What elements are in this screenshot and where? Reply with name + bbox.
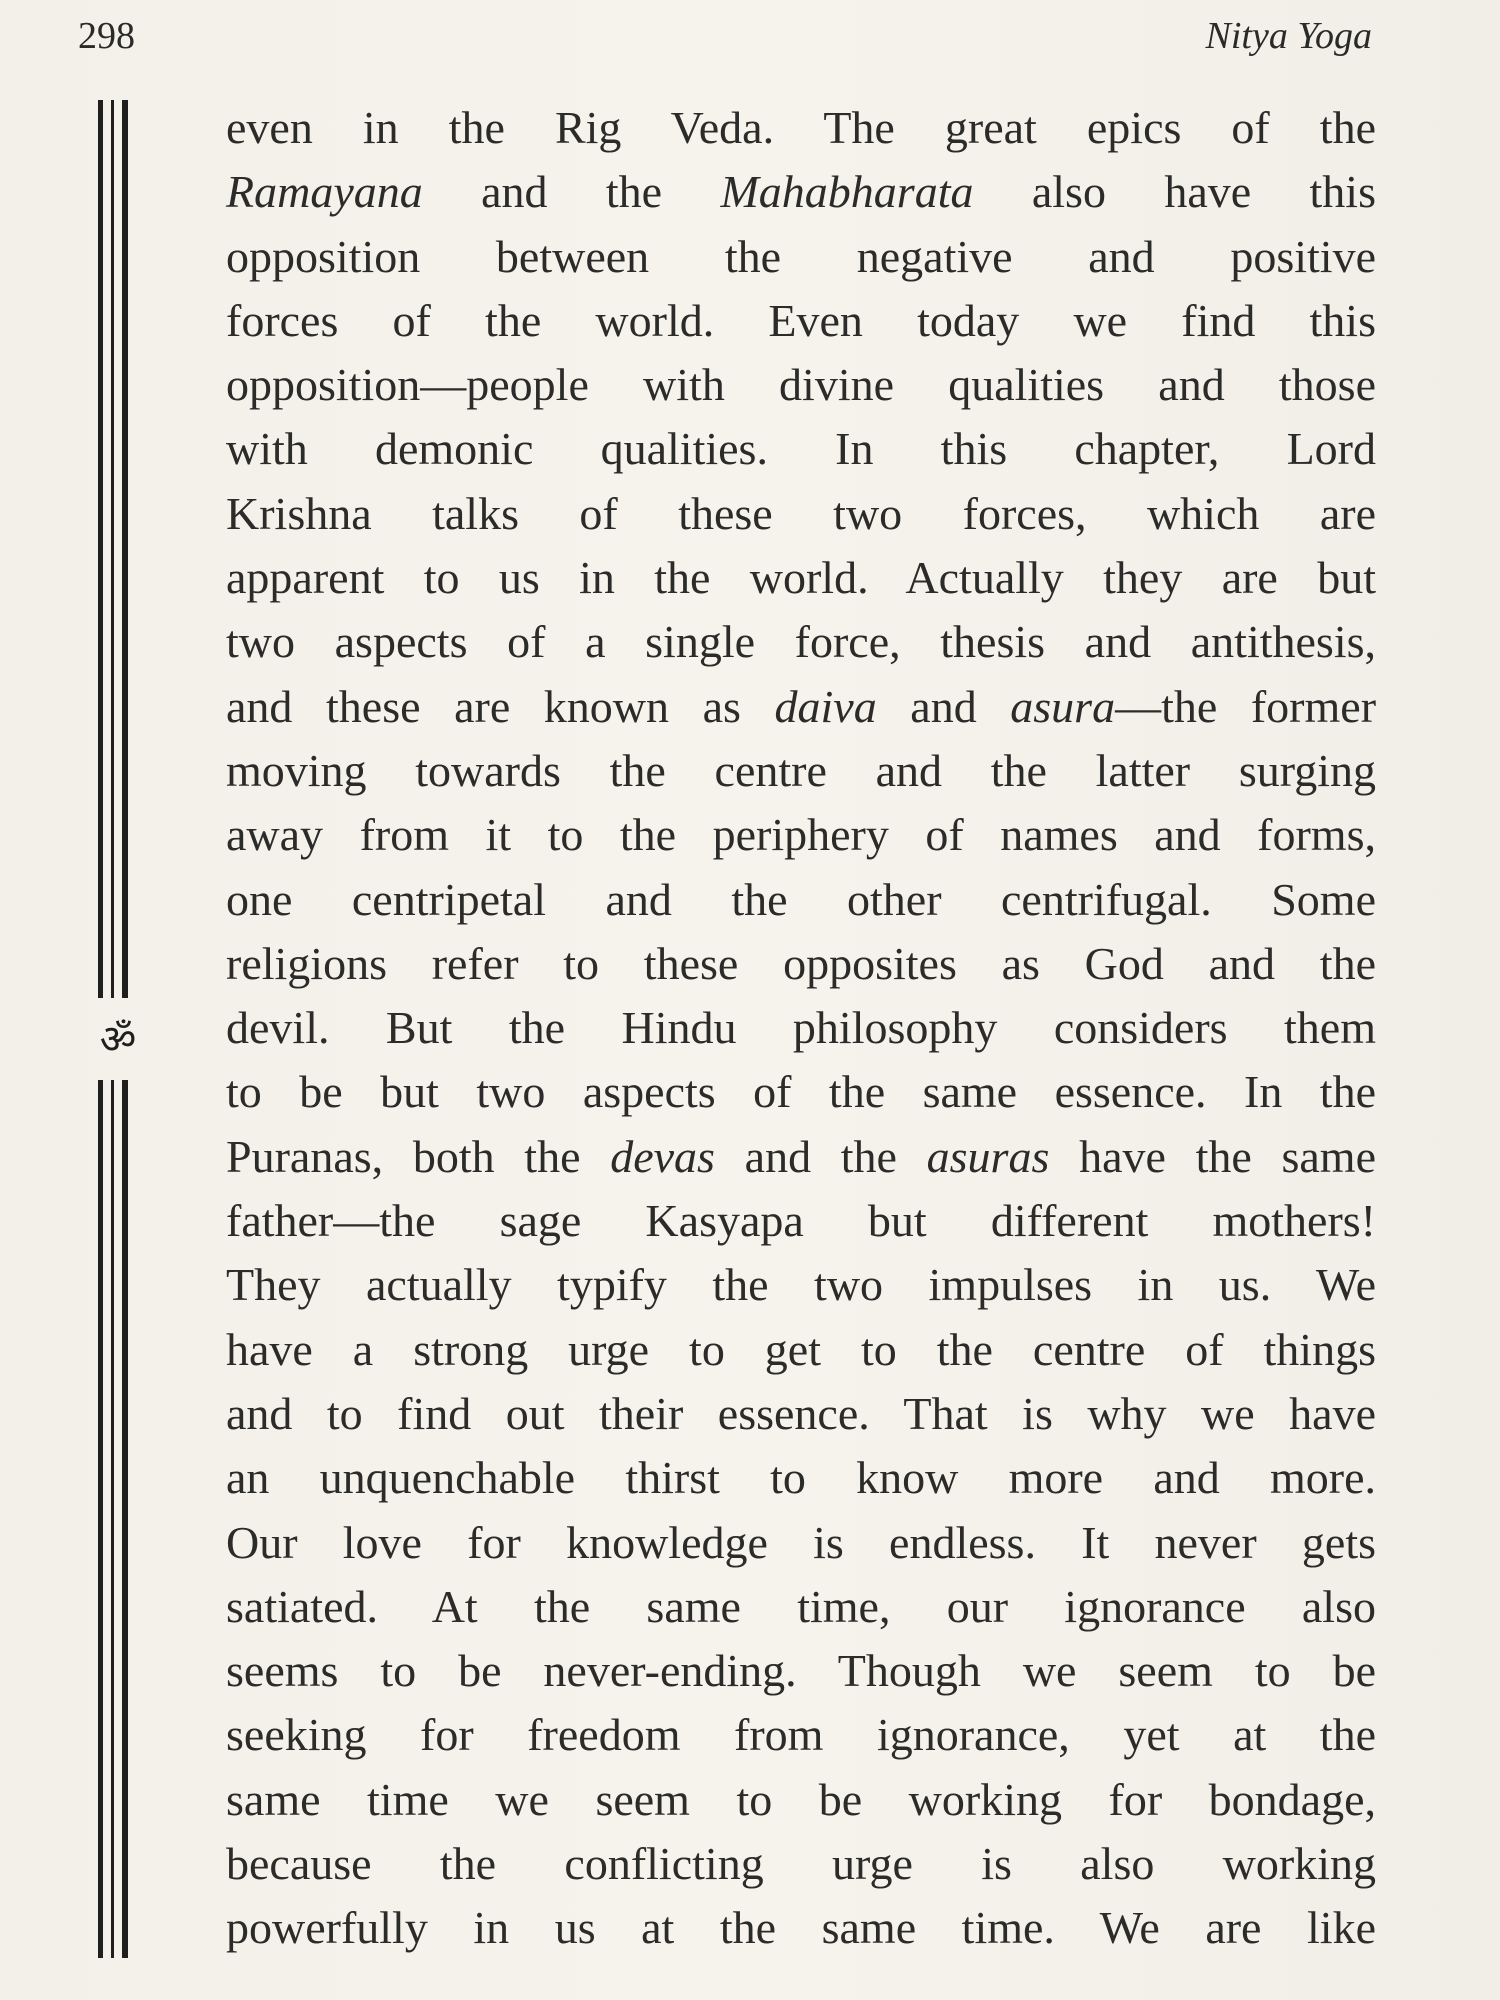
text-line: and these are known as daiva and asura—the former (226, 680, 1377, 732)
text-line: father—the sage Kasyapa but different mothers! (226, 1195, 1376, 1247)
text-line: Krishna talks of these two forces, which are (226, 487, 1376, 539)
text-line: religions refer to these opposites as God and the (226, 937, 1376, 989)
rule-line (98, 1080, 103, 1958)
page-header (0, 6, 1500, 66)
text-line: one centripetal and the other centrifugal. Some (226, 873, 1376, 925)
text-line: because the conflicting urge is also working (226, 1838, 1376, 1890)
text-line: devil. But the Hindu philosophy considers them (226, 1002, 1376, 1054)
page-number: 298 (78, 15, 135, 57)
rule-line (111, 100, 114, 998)
text-line: with demonic qualities. In this chapter, Lord (226, 423, 1376, 475)
text-line: seeking for freedom from ignorance, yet at the (226, 1709, 1376, 1761)
text-line: They actually typify the two impulses in us. We (226, 1259, 1376, 1311)
text-line: satiated. At the same time, our ignorance also (226, 1580, 1376, 1632)
running-head: Nitya Yoga (1205, 15, 1372, 57)
rule-line (122, 1080, 128, 1958)
text-line: Puranas, both the devas and the asuras have the same (226, 1130, 1376, 1182)
text-line: Our love for knowledge is endless. It never gets (226, 1516, 1376, 1568)
rule-line (111, 1080, 114, 1958)
text-line: opposition—people with divine qualities and those (226, 359, 1376, 411)
text-line: apparent to us in the world. Actually they are but (226, 552, 1376, 604)
text-line: seems to be never-ending. Though we seem to be (226, 1645, 1376, 1697)
margin-rule-top (98, 100, 136, 998)
rule-line (98, 100, 103, 998)
text-line: even in the Rig Veda. The great epics of the (226, 102, 1376, 153)
text-line: forces of the world. Even today we find this (226, 294, 1376, 346)
text-line: opposition between the negative and positive (226, 230, 1376, 282)
text-line: to be but two aspects of the same essence. In the (226, 1066, 1376, 1118)
text-line: moving towards the centre and the latter surging (226, 744, 1376, 796)
text-line: an unquenchable thirst to know more and more. (226, 1452, 1376, 1504)
text-line: same time we seem to be working for bondage, (226, 1773, 1376, 1825)
om-icon: ॐ (99, 1017, 137, 1063)
text-line: have a strong urge to get to the centre of things (226, 1323, 1376, 1375)
text-line: two aspects of a single force, thesis and antithesis, (226, 616, 1376, 668)
body-text (226, 96, 1376, 1961)
text-line: powerfully in us at the same time. We are like (226, 1902, 1376, 1954)
text-line: away from it to the periphery of names and forms, (226, 809, 1376, 861)
rule-line (122, 100, 128, 998)
text-line: and to find out their essence. That is why we have (226, 1387, 1376, 1439)
margin-rule-bottom (98, 1080, 136, 1958)
text-line: Ramayana and the Mahabharata also have this (226, 166, 1376, 218)
